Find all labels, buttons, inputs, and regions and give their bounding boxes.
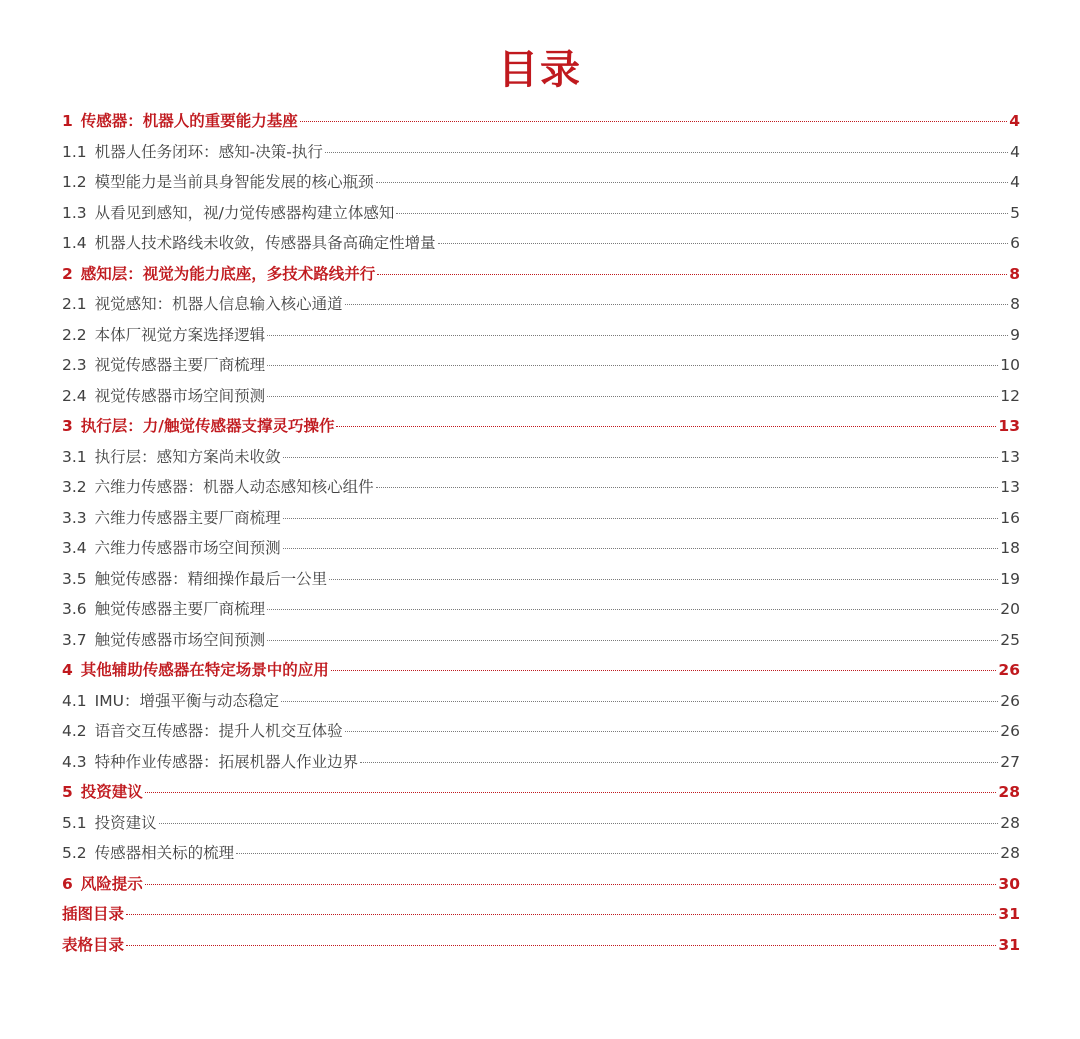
toc-entry-page-number: 26: [1000, 722, 1020, 740]
toc-entry-title: 投资建议: [80, 783, 143, 801]
toc-entry-page-number: 31: [998, 935, 1020, 954]
toc-entry-title: 六维力传感器市场空间预测: [94, 539, 281, 557]
toc-entry-page-number: 13: [998, 417, 1020, 435]
toc-entry-number: 2.2: [62, 325, 87, 344]
dot-leader: [267, 396, 998, 397]
dot-leader: [145, 792, 997, 793]
dot-leader: [360, 762, 998, 763]
toc-section-entry[interactable]: [62, 930, 1020, 961]
toc-entry-number: 5.1: [62, 813, 87, 832]
toc-entry-number: 4.3: [62, 752, 87, 771]
dot-leader: [376, 487, 999, 488]
dot-leader: [300, 121, 1007, 122]
toc-entry-title: 风险提示: [80, 874, 143, 893]
toc-entry-title: 触觉传感器主要厂商梳理: [94, 600, 266, 618]
toc-section-entry[interactable]: [62, 869, 1020, 900]
toc-entry-title: 执行层：力/触觉传感器支撑灵巧操作: [80, 417, 335, 435]
toc-subsection-entry[interactable]: [62, 747, 1020, 778]
toc-entry-number: 2.1: [62, 295, 87, 313]
toc-section-entry[interactable]: [62, 259, 1020, 290]
toc-entry-title: 触觉传感器市场空间预测: [94, 630, 266, 649]
dot-leader: [283, 457, 999, 458]
toc-entry-number: 2.4: [62, 386, 87, 405]
toc-entry-title: 视觉传感器市场空间预测: [94, 386, 266, 405]
toc-entry-number: 5.2: [62, 844, 87, 862]
dot-leader: [281, 701, 998, 702]
toc-entry-number: 3.7: [62, 630, 87, 649]
dot-leader: [236, 853, 998, 854]
dot-leader: [336, 426, 996, 427]
toc-subsection-entry[interactable]: [62, 228, 1020, 259]
dot-leader: [283, 518, 999, 519]
toc-entry-number: 4.2: [62, 722, 87, 740]
toc-entry-page-number: 25: [1000, 630, 1020, 649]
toc-entry-number: 3.2: [62, 478, 87, 496]
toc-entry-title: 传感器相关标的梳理: [94, 844, 235, 862]
toc-section-entry[interactable]: [62, 106, 1020, 137]
toc-entry-title: 机器人任务闭环：感知-决策-执行: [94, 142, 323, 161]
toc-entry-number: 1.2: [62, 173, 87, 191]
toc-entry-title: 执行层：感知方案尚未收敛: [94, 447, 281, 466]
toc-subsection-entry[interactable]: [62, 137, 1020, 168]
toc-subsection-entry[interactable]: [62, 808, 1020, 839]
dot-leader: [329, 579, 998, 580]
toc-entry-title: 感知层：视觉为能力底座，多技术路线并行: [80, 264, 376, 283]
toc-entry-page-number: 31: [998, 905, 1020, 923]
dot-leader: [267, 640, 998, 641]
toc-entry-title: 本体厂视觉方案选择逻辑: [94, 325, 266, 344]
toc-entry-page-number: 30: [998, 874, 1020, 893]
toc-entry-page-number: 13: [1000, 478, 1020, 496]
toc-entry-number: 1.4: [62, 234, 87, 252]
toc-section-entry[interactable]: [62, 411, 1020, 442]
toc-entry-page-number: 26: [998, 661, 1020, 679]
dot-leader: [159, 823, 999, 824]
toc-entry-title: 机器人技术路线未收敛，传感器具备高确定性增量: [94, 234, 436, 252]
toc-entry-page-number: 8: [1009, 264, 1020, 283]
toc-entry-title: 六维力传感器主要厂商梳理: [94, 508, 281, 527]
toc-entry-page-number: 4: [1009, 112, 1020, 130]
toc-entry-number: 3.5: [62, 569, 87, 588]
toc-entry-number: 5: [62, 783, 73, 801]
toc-entry-number: 3: [62, 417, 73, 435]
toc-entry-title: 表格目录: [62, 935, 125, 954]
toc-entry-title: 特种作业传感器：拓展机器人作业边界: [94, 752, 359, 771]
toc-entry-page-number: 19: [1000, 569, 1020, 588]
toc-subsection-entry[interactable]: [62, 198, 1020, 229]
dot-leader: [267, 609, 998, 610]
dot-leader: [325, 152, 1008, 153]
toc-entry-number: 2: [62, 264, 73, 283]
toc-entry-page-number: 6: [1010, 234, 1020, 252]
dot-leader: [396, 213, 1008, 214]
toc-entry-number: 1.3: [62, 203, 87, 222]
dot-leader: [376, 182, 1008, 183]
toc-entry-page-number: 10: [1000, 356, 1020, 374]
toc-entry-title: IMU：增强平衡与动态稳定: [94, 691, 279, 710]
toc-entry-title: 视觉传感器主要厂商梳理: [94, 356, 266, 374]
dot-leader: [438, 243, 1008, 244]
toc-subsection-entry[interactable]: [62, 594, 1020, 625]
toc-subsection-entry[interactable]: [62, 442, 1020, 473]
toc-entry-page-number: 28: [1000, 844, 1020, 862]
toc-entry-title: 从看见到感知，视/力觉传感器构建立体感知: [94, 203, 395, 222]
toc-entry-number: 3.3: [62, 508, 87, 527]
toc-subsection-entry[interactable]: [62, 564, 1020, 595]
toc-entry-title: 其他辅助传感器在特定场景中的应用: [80, 661, 329, 679]
toc-subsection-entry[interactable]: [62, 381, 1020, 412]
toc-entry-page-number: 4: [1010, 173, 1020, 191]
toc-entry-page-number: 12: [1000, 386, 1020, 405]
toc-entry-title: 插图目录: [62, 905, 125, 923]
toc-entry-page-number: 28: [1000, 813, 1020, 832]
dot-leader: [145, 884, 997, 885]
toc-entry-number: 1.1: [62, 142, 87, 161]
toc-entry-number: 1: [62, 112, 73, 130]
toc-entry-page-number: 9: [1010, 325, 1020, 344]
toc-entry-number: 4.1: [62, 691, 87, 710]
page-title: 目录: [498, 47, 582, 93]
toc-entry-title: 视觉感知：机器人信息输入核心通道: [94, 295, 343, 313]
dot-leader: [377, 274, 1007, 275]
toc-entry-number: 4: [62, 661, 73, 679]
dot-leader: [267, 335, 1008, 336]
toc-entry-title: 触觉传感器：精细操作最后一公里: [94, 569, 328, 588]
toc-entry-number: 3.4: [62, 539, 87, 557]
toc-subsection-entry[interactable]: [62, 625, 1020, 656]
dot-leader: [345, 304, 1008, 305]
toc-subsection-entry[interactable]: [62, 289, 1020, 320]
toc-entry-title: 传感器：机器人的重要能力基座: [80, 112, 298, 130]
toc-entry-page-number: 20: [1000, 600, 1020, 618]
dot-leader: [126, 914, 996, 915]
table-of-contents: [62, 106, 1020, 960]
toc-subsection-entry[interactable]: [62, 686, 1020, 717]
toc-section-entry[interactable]: [62, 655, 1020, 686]
toc-entry-number: 3.6: [62, 600, 87, 618]
toc-entry-page-number: 27: [1000, 752, 1020, 771]
dot-leader: [267, 365, 998, 366]
toc-subsection-entry[interactable]: [62, 472, 1020, 503]
toc-entry-page-number: 26: [1000, 691, 1020, 710]
dot-leader: [331, 670, 997, 671]
toc-entry-number: 6: [62, 874, 73, 893]
toc-subsection-entry[interactable]: [62, 716, 1020, 747]
toc-subsection-entry[interactable]: [62, 167, 1020, 198]
dot-leader: [126, 945, 996, 946]
toc-section-entry[interactable]: [62, 777, 1020, 808]
toc-subsection-entry[interactable]: [62, 350, 1020, 381]
toc-section-entry[interactable]: [62, 899, 1020, 930]
toc-entry-page-number: 8: [1010, 295, 1020, 313]
toc-entry-page-number: 16: [1000, 508, 1020, 527]
toc-subsection-entry[interactable]: [62, 503, 1020, 534]
toc-entry-number: 2.3: [62, 356, 87, 374]
toc-subsection-entry[interactable]: [62, 838, 1020, 869]
toc-entry-title: 六维力传感器：机器人动态感知核心组件: [94, 478, 374, 496]
toc-entry-page-number: 4: [1010, 142, 1020, 161]
toc-entry-title: 模型能力是当前具身智能发展的核心瓶颈: [94, 173, 374, 191]
dot-leader: [345, 731, 999, 732]
toc-entry-page-number: 28: [998, 783, 1020, 801]
dot-leader: [283, 548, 999, 549]
toc-entry-page-number: 13: [1000, 447, 1020, 466]
toc-entry-number: 3.1: [62, 447, 87, 466]
toc-entry-title: 投资建议: [94, 813, 157, 832]
toc-entry-page-number: 5: [1010, 203, 1020, 222]
toc-subsection-entry[interactable]: [62, 533, 1020, 564]
toc-entry-title: 语音交互传感器：提升人机交互体验: [94, 722, 343, 740]
toc-subsection-entry[interactable]: [62, 320, 1020, 351]
toc-entry-page-number: 18: [1000, 539, 1020, 557]
